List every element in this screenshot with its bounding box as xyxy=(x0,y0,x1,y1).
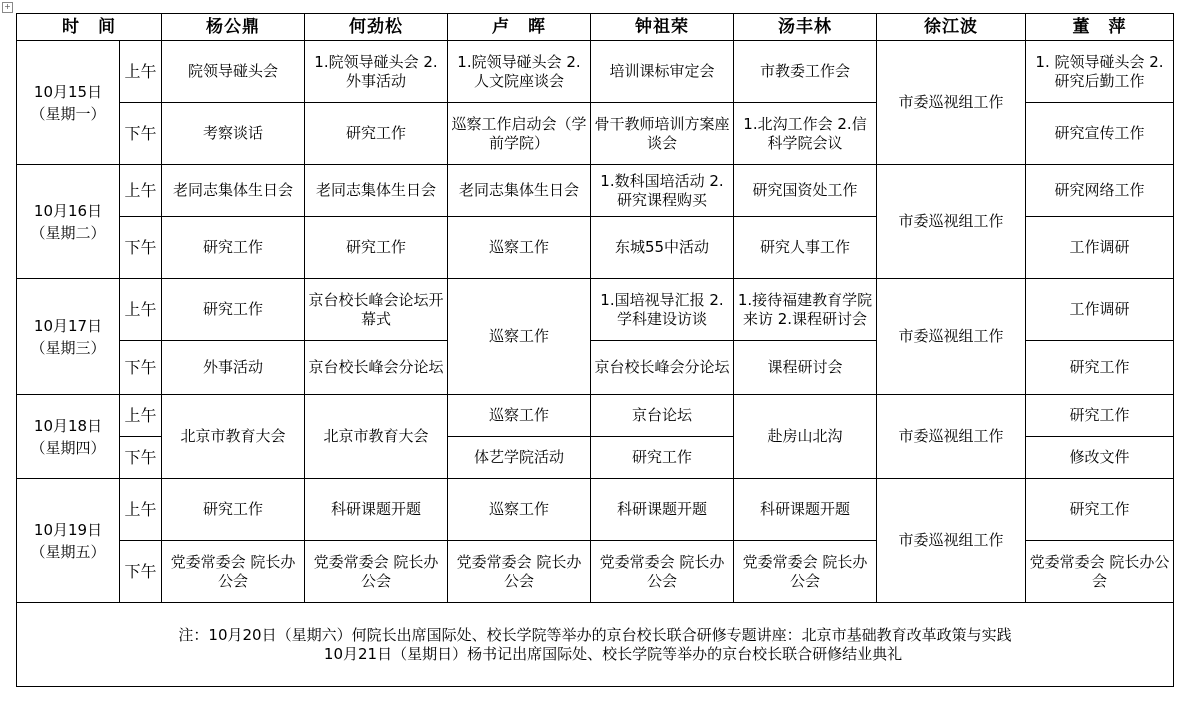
schedule-cell: 北京市教育大会 xyxy=(162,395,305,479)
schedule-cell: 工作调研 xyxy=(1026,217,1174,279)
table-row xyxy=(17,41,1174,103)
note-line: 10月21日（星期日）杨书记出席国际处、校长学院等举办的京台校长联合研修结业典礼 xyxy=(323,644,903,663)
schedule-cell: 骨干教师培训方案座谈会 xyxy=(591,103,734,165)
schedule-cell: 巡察工作启动会（学前学院） xyxy=(448,103,591,165)
table-row xyxy=(17,479,1174,541)
schedule-cell: 院领导碰头会 xyxy=(162,41,305,103)
schedule-table xyxy=(16,13,1174,687)
table-row xyxy=(17,165,1174,217)
schedule-cell: 市委巡视组工作 xyxy=(877,395,1026,479)
schedule-cell: 研究工作 xyxy=(1026,341,1174,395)
schedule-cell: 科研课题开题 xyxy=(734,479,877,541)
header-person: 卢 晖 xyxy=(448,14,591,41)
weekday-label: （星期五） xyxy=(30,542,106,561)
schedule-cell: 1.院领导碰头会 2.人文院座谈会 xyxy=(448,41,591,103)
schedule-cell: 研究工作 xyxy=(305,103,448,165)
date-cell xyxy=(17,479,120,603)
schedule-cell: 研究工作 xyxy=(162,279,305,341)
schedule-cell: 1.院领导碰头会 2.外事活动 xyxy=(305,41,448,103)
note-cell xyxy=(17,603,1174,687)
weekday-label: （星期三） xyxy=(30,338,106,357)
am-label: 上午 xyxy=(120,165,162,217)
header-person: 何劲松 xyxy=(305,14,448,41)
pm-label: 下午 xyxy=(120,541,162,603)
schedule-cell: 市委巡视组工作 xyxy=(877,165,1026,279)
header-row xyxy=(17,14,1174,41)
schedule-cell: 巡察工作 xyxy=(448,479,591,541)
schedule-cell: 党委常委会 院长办公会 xyxy=(448,541,591,603)
schedule-cell: 科研课题开题 xyxy=(305,479,448,541)
am-label: 上午 xyxy=(120,479,162,541)
schedule-cell: 培训课标审定会 xyxy=(591,41,734,103)
header-person: 钟祖荣 xyxy=(591,14,734,41)
date-cell xyxy=(17,279,120,395)
schedule-cell: 1.北沟工作会 2.信科学院会议 xyxy=(734,103,877,165)
pm-label: 下午 xyxy=(120,341,162,395)
pm-label: 下午 xyxy=(120,103,162,165)
schedule-cell: 东城55中活动 xyxy=(591,217,734,279)
schedule-cell: 研究网络工作 xyxy=(1026,165,1174,217)
schedule-cell: 京台校长峰会分论坛 xyxy=(305,341,448,395)
note-line: 注：10月20日（星期六）何院长出席国际处、校长学院等举办的京台校长联合研修专题讲座：北京市基础教育改革政策与实践 xyxy=(178,625,1012,644)
schedule-cell: 市教委工作会 xyxy=(734,41,877,103)
schedule-cell: 1.接待福建教育学院来访 2.课程研讨会 xyxy=(734,279,877,341)
am-label: 上午 xyxy=(120,279,162,341)
weekday-label: （星期四） xyxy=(30,438,106,457)
note-row xyxy=(17,603,1174,687)
schedule-cell: 研究工作 xyxy=(1026,395,1174,437)
date-label: 10月18日 xyxy=(33,416,103,435)
date-label: 10月15日 xyxy=(33,82,103,101)
date-label: 10月17日 xyxy=(33,316,103,335)
header-person: 徐江波 xyxy=(877,14,1026,41)
schedule-cell: 党委常委会 院长办公会 xyxy=(734,541,877,603)
schedule-cell: 京台校长峰会论坛开幕式 xyxy=(305,279,448,341)
schedule-cell: 党委常委会 院长办公会 xyxy=(1026,541,1174,603)
schedule-cell: 市委巡视组工作 xyxy=(877,41,1026,165)
schedule-cell: 1.国培视导汇报 2.学科建设访谈 xyxy=(591,279,734,341)
schedule-cell: 研究工作 xyxy=(1026,479,1174,541)
date-label: 10月19日 xyxy=(33,520,103,539)
date-cell xyxy=(17,395,120,479)
weekday-label: （星期二） xyxy=(30,223,106,242)
date-cell xyxy=(17,41,120,165)
table-row xyxy=(17,279,1174,341)
schedule-cell: 科研课题开题 xyxy=(591,479,734,541)
schedule-cell: 市委巡视组工作 xyxy=(877,479,1026,603)
header-person: 汤丰林 xyxy=(734,14,877,41)
am-label: 上午 xyxy=(120,395,162,437)
schedule-cell: 巡察工作 xyxy=(448,217,591,279)
schedule-cell: 研究宣传工作 xyxy=(1026,103,1174,165)
header-person: 杨公鼎 xyxy=(162,14,305,41)
schedule-cell: 京台论坛 xyxy=(591,395,734,437)
schedule-cell: 考察谈话 xyxy=(162,103,305,165)
header-person: 董 萍 xyxy=(1026,14,1174,41)
date-cell xyxy=(17,165,120,279)
schedule-cell: 研究工作 xyxy=(162,479,305,541)
schedule-cell: 1. 院领导碰头会 2. 研究后勤工作 xyxy=(1026,41,1174,103)
schedule-cell: 赴房山北沟 xyxy=(734,395,877,479)
schedule-cell: 外事活动 xyxy=(162,341,305,395)
schedule-cell: 巡察工作 xyxy=(448,395,591,437)
schedule-cell: 研究工作 xyxy=(162,217,305,279)
schedule-cell: 1.数科国培活动 2.研究课程购买 xyxy=(591,165,734,217)
schedule-cell: 老同志集体生日会 xyxy=(448,165,591,217)
schedule-cell: 党委常委会 院长办公会 xyxy=(305,541,448,603)
schedule-cell: 北京市教育大会 xyxy=(305,395,448,479)
schedule-cell: 巡察工作 xyxy=(448,279,591,395)
schedule-cell: 工作调研 xyxy=(1026,279,1174,341)
schedule-cell: 修改文件 xyxy=(1026,437,1174,479)
schedule-cell: 体艺学院活动 xyxy=(448,437,591,479)
table-row xyxy=(17,395,1174,437)
date-label: 10月16日 xyxy=(33,201,103,220)
weekday-label: （星期一） xyxy=(30,104,106,123)
schedule-cell: 老同志集体生日会 xyxy=(162,165,305,217)
schedule-cell: 党委常委会 院长办公会 xyxy=(591,541,734,603)
schedule-cell: 党委常委会 院长办公会 xyxy=(162,541,305,603)
schedule-cell: 研究人事工作 xyxy=(734,217,877,279)
schedule-cell: 京台校长峰会分论坛 xyxy=(591,341,734,395)
schedule-cell: 老同志集体生日会 xyxy=(305,165,448,217)
schedule-cell: 课程研讨会 xyxy=(734,341,877,395)
schedule-cell: 研究工作 xyxy=(305,217,448,279)
am-label: 上午 xyxy=(120,41,162,103)
header-time: 时 间 xyxy=(17,14,162,41)
pm-label: 下午 xyxy=(120,437,162,479)
schedule-cell: 市委巡视组工作 xyxy=(877,279,1026,395)
pm-label: 下午 xyxy=(120,217,162,279)
table-anchor-icon[interactable]: + xyxy=(2,2,13,13)
schedule-cell: 研究国资处工作 xyxy=(734,165,877,217)
schedule-cell: 研究工作 xyxy=(591,437,734,479)
